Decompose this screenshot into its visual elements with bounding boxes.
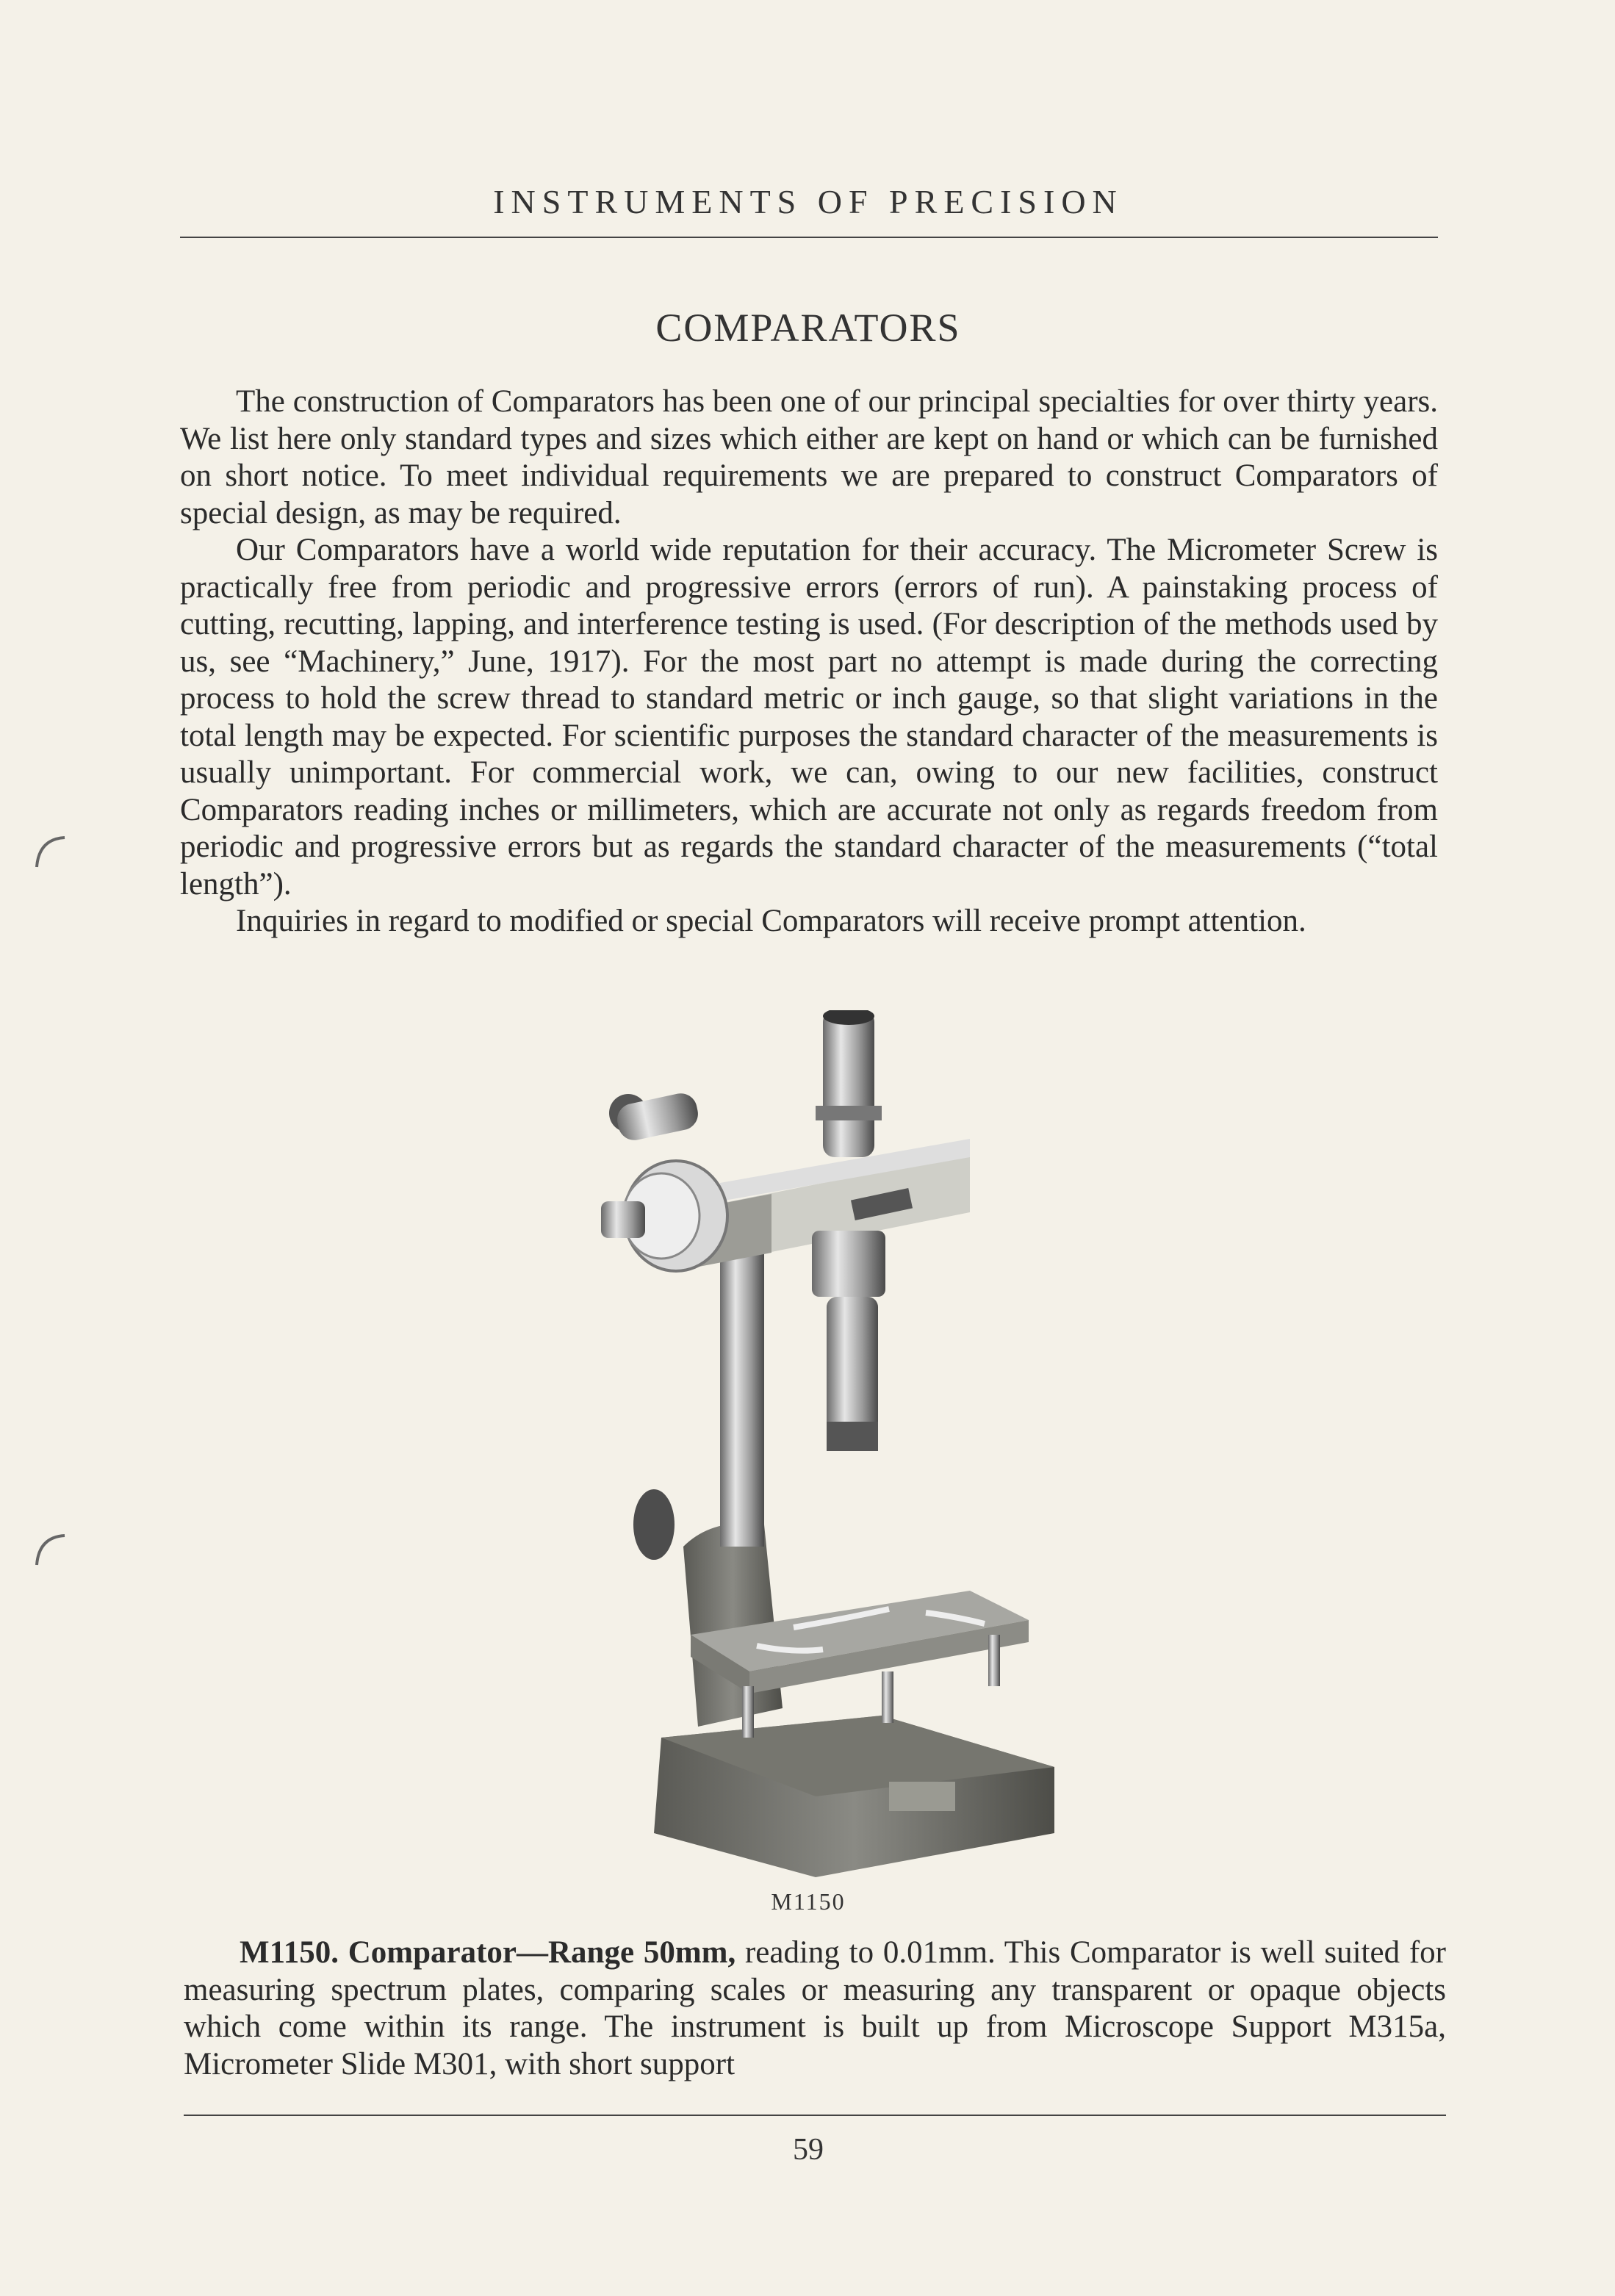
- paragraph: Inquiries in regard to modified or special Comparators will receive prompt attention.: [236, 904, 1306, 938]
- product-heading: M1150. Comparator—Range 50mm,: [240, 1935, 736, 1970]
- paragraph: Our Comparators have a world wide reputation for their accuracy. The Micrometer Screw is practically free from periodic and progressive errors (errors of run). A painstaking process of cutting, recutting, lapping, and interference testing is used. (For description of the methods used by us, see “Machinery,” June, 1917). For the most part no attempt is made during the correcting process to hold the screw thread to standard metric or inch gauge, so that slight variations in the total length may be expected. For scientific purposes the standard character of the measurements is usually unimportant. For commercial work, we can, owing to our new facilities, construct Comparators reading inches or millimeters, which are accurate not only as regards freedom from periodic and progressive errors but as regards the standard character of the measurements (“total length”).: [180, 533, 1438, 902]
- binder-hole-icon: [28, 830, 72, 874]
- comparator-illustration: [573, 1010, 1058, 1899]
- page-number: 59: [793, 2133, 824, 2167]
- description-paragraph: [184, 1935, 1446, 2083]
- footer-rule: [184, 2115, 1446, 2116]
- running-header: INSTRUMENTS OF PRECISION: [493, 183, 1123, 220]
- figure-caption: M1150: [771, 1888, 846, 1915]
- header-rule: [180, 237, 1438, 238]
- product-text: reading to 0.01mm. This Comparator is well suited for measuring spectrum plates, comparing scales or measuring any transparent or opaque objects which come within its range. The instrument is built up from Microscope Support M315a, Micrometer Slide M301, with short support: [184, 1935, 1446, 2081]
- paragraph: The construction of Comparators has been one of our principal specialties for over thirty years. We list here only standard types and sizes which either are kept on hand or which can be furnished on short notice. To meet individual requirements we are prepared to construct Comparators of special design, as may be required.: [180, 384, 1438, 530]
- binder-hole-icon: [28, 1528, 72, 1572]
- intro-text: [180, 384, 1438, 940]
- section-title: COMPARATORS: [655, 306, 961, 350]
- product-description: [184, 1935, 1446, 2083]
